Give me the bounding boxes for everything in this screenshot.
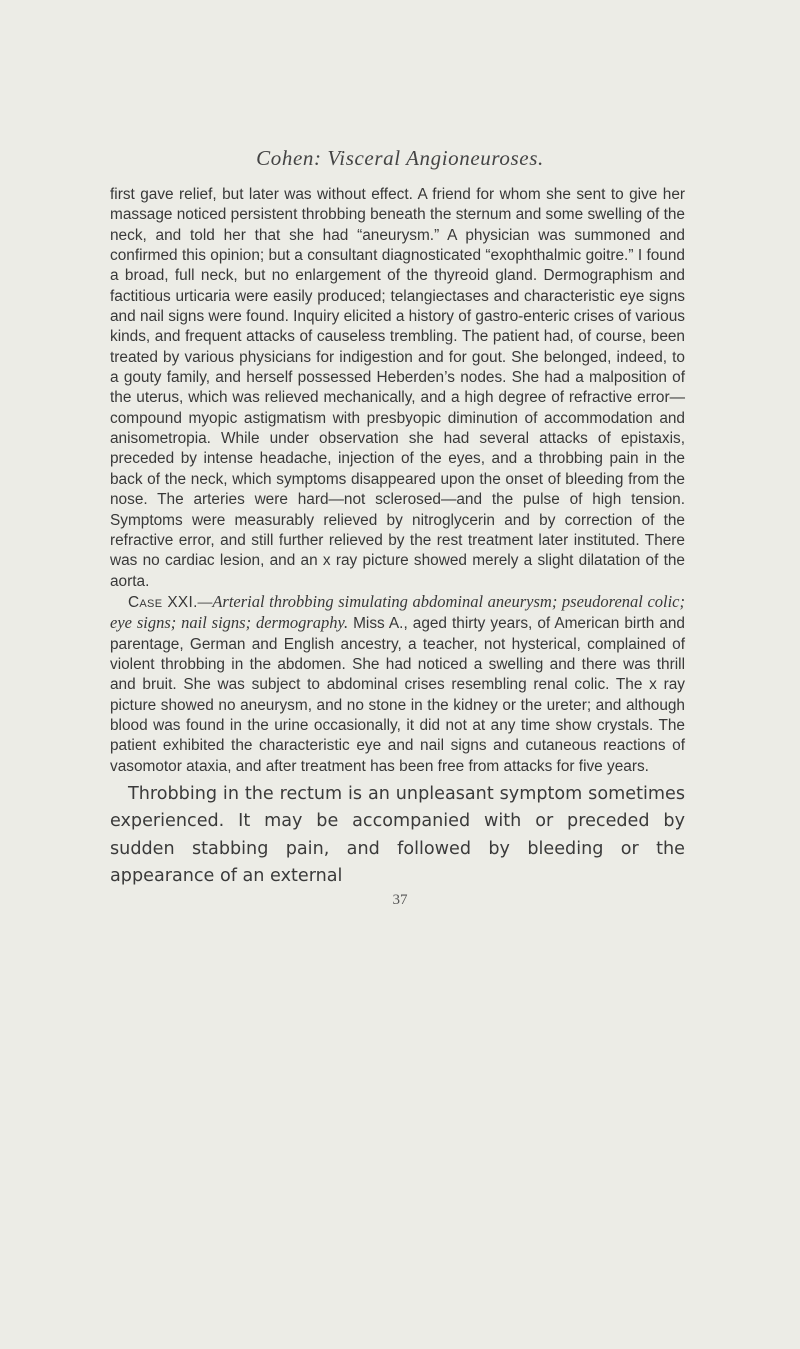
large-type-text (110, 781, 685, 890)
case-text: Miss A., aged thirty years, of American birth and parentage, German and English ancestry, a teacher, not hysterical, complained of violent throbbing in the abdomen. She had noticed a swelling and there was thrill and bruit. She was subject to abdominal crises resembling renal colic. The x ray picture showed no aneurysm, and no stone in the kidney or the ureter; and although blood was found in the urine occasionally, it did not at any time show crystals. The patient exhibited the characteristic eye and nail signs and cutaneous reactions of vasomotor ataxia, and after treatment has been free from attacks for five years. (110, 615, 685, 775)
body-text (110, 185, 685, 777)
case-title: —Arterial throbbing simulating abdominal aneurysm; pseudorenal colic; eye signs; nail signs; dermography. (110, 591, 686, 633)
case-label: Case XXI. (128, 593, 198, 611)
case-paragraph (110, 592, 685, 777)
paragraph-large: Throbbing in the rectum is an unpleasant symptom sometimes experienced. It may be accompanied with or preceded by sudden stabbing pain, and followed by bleeding or the appearance of an external (110, 784, 685, 886)
paragraph-continued: first gave relief, but later was without effect. A friend for whom she sent to give her massage noticed persistent throbbing beneath the sternum and some swelling of the neck, and told her that she had “aneurysm.” A physician was summoned and confirmed this opinion; but a consultant diagnosticated “exophthalmic goitre.” I found a broad, full neck, but no enlargement of the thyreoid gland. Dermographism and factitious urticaria were easily produced; telangiectases and characteristic eye signs and nail signs were found. Inquiry elicited a history of gastro-enteric crises of various kinds, and frequent attacks of causeless trembling. The patient had, of course, been treated by various physicians for indigestion and for gout. She belonged, indeed, to a gouty family, and herself possessed Heberden’s nodes. She had a malposition of the uterus, which was relieved mechanically, and a high degree of refractive error—compound myopic astigmatism with presbyopic diminution of accommodation and anisometropia. While under observation she had several attacks of epistaxis, preceded by intense headache, injection of the eyes, and a throbbing pain in the back of the neck, which symptoms disappeared upon the onset of bleeding from the nose. The arteries were hard—not sclerosed—and the pulse of high tension. Symptoms were measurably relieved by nitroglycerin and by correction of the refractive error, and still further relieved by the rest treatment later instituted. There was no cardiac lesion, and an x ray picture showed merely a slight dilatation of the aorta. (110, 186, 685, 590)
running-head: Cohen: Visceral Angioneuroses. (256, 146, 544, 170)
page-number: 37 (392, 892, 408, 908)
